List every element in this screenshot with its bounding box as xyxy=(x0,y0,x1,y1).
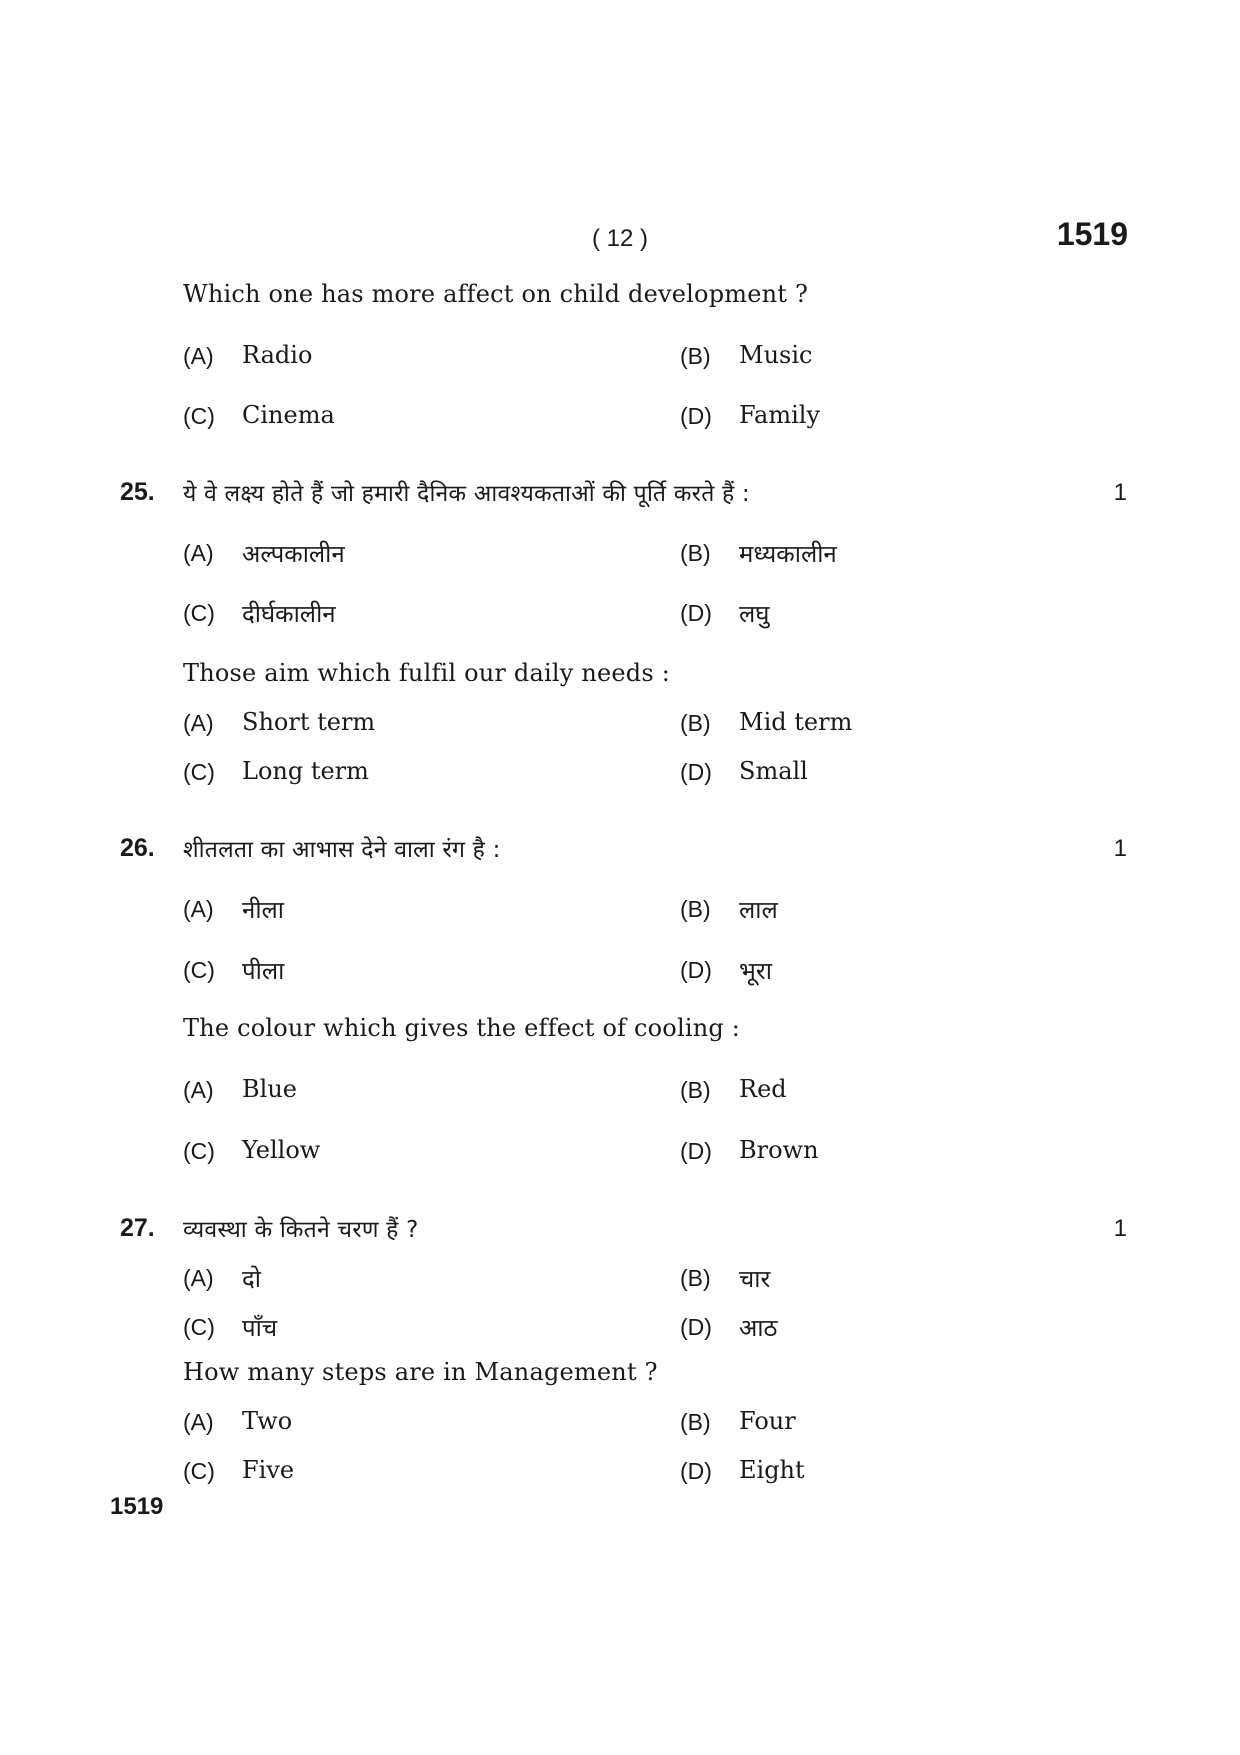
q26-english-option-b-text: Red xyxy=(739,1075,787,1103)
paper-code-header: 1519 xyxy=(1056,216,1128,252)
q27-english-option-b-letter: (B) xyxy=(680,1409,711,1435)
q27-number: 27. xyxy=(120,1214,155,1242)
q27-hindi-option-a-letter: (A) xyxy=(183,1265,214,1291)
q27-english-option-d-letter: (D) xyxy=(680,1458,712,1484)
q25-hindi-option-a-letter: (A) xyxy=(183,540,214,566)
q25-hindi-option-d-letter: (D) xyxy=(680,600,712,626)
q27-hindi-option-d-letter: (D) xyxy=(680,1314,712,1340)
q26-hindi-option-c-letter: (C) xyxy=(183,957,215,983)
q25-english-option-d-text: Small xyxy=(739,757,808,785)
q24-english-text: Which one has more affect on child development ? xyxy=(183,280,809,308)
q27-english-option-a-letter: (A) xyxy=(183,1409,214,1435)
q25-english-option-c-text: Long term xyxy=(242,757,369,785)
q27-hindi-option-b-text: चार xyxy=(739,1265,771,1293)
q25-hindi-text: ये वे लक्ष्य होते हैं जो हमारी दैनिक आवश्यकताओं की पूर्ति करते हैं : xyxy=(183,481,750,507)
q27-english-option-c-letter: (C) xyxy=(183,1458,215,1484)
q25-marks: 1 xyxy=(1113,479,1127,506)
q27-hindi-option-d-text: आठ xyxy=(739,1314,778,1342)
q26-english-option-a-letter: (A) xyxy=(183,1077,214,1103)
q25-hindi-option-d-text: लघु xyxy=(739,600,770,628)
q26-marks: 1 xyxy=(1113,835,1127,862)
q26-english-option-a-text: Blue xyxy=(242,1075,297,1103)
q27-hindi-option-b-letter: (B) xyxy=(680,1265,711,1291)
q27-english-option-d-text: Eight xyxy=(739,1456,805,1484)
q24-option-c-text: Cinema xyxy=(242,401,335,429)
q27-english-option-b-text: Four xyxy=(739,1407,796,1435)
q26-english-option-b-letter: (B) xyxy=(680,1077,711,1103)
q27-hindi-option-c-letter: (C) xyxy=(183,1314,215,1340)
q24-option-a-text: Radio xyxy=(242,341,313,369)
q25-hindi-option-b-text: मध्यकालीन xyxy=(739,540,837,568)
q24-option-b-text: Music xyxy=(739,341,813,369)
q25-hindi-option-c-text: दीर्घकालीन xyxy=(242,600,336,628)
q24-option-a-letter: (A) xyxy=(183,343,214,369)
q25-english-option-b-letter: (B) xyxy=(680,710,711,736)
q26-hindi-option-b-text: लाल xyxy=(739,896,778,924)
q27-hindi-option-a-text: दो xyxy=(242,1265,261,1293)
q25-english-option-a-text: Short term xyxy=(242,708,376,736)
q27-english-option-c-text: Five xyxy=(242,1456,295,1484)
q24-option-d-letter: (D) xyxy=(680,403,712,429)
q25-english-option-c-letter: (C) xyxy=(183,759,215,785)
q26-english-text: The colour which gives the effect of cooling : xyxy=(183,1014,741,1042)
q26-hindi-option-d-letter: (D) xyxy=(680,957,712,983)
q27-marks: 1 xyxy=(1113,1215,1127,1242)
q27-hindi-option-c-text: पाँच xyxy=(242,1314,278,1342)
q25-english-option-a-letter: (A) xyxy=(183,710,214,736)
q26-hindi-option-a-text: नीला xyxy=(242,896,285,924)
q27-english-option-a-text: Two xyxy=(242,1407,293,1435)
q25-english-text: Those aim which fulfil our daily needs : xyxy=(183,659,670,687)
q25-english-option-d-letter: (D) xyxy=(680,759,712,785)
q26-hindi-option-c-text: पीला xyxy=(242,957,285,985)
q26-english-option-d-text: Brown xyxy=(739,1136,819,1164)
paper-code-footer: 1519 xyxy=(110,1493,164,1520)
q26-hindi-text: शीतलता का आभास देने वाला रंग है : xyxy=(183,837,501,863)
q24-option-b-letter: (B) xyxy=(680,343,711,369)
q26-hindi-option-b-letter: (B) xyxy=(680,896,711,922)
q24-option-c-letter: (C) xyxy=(183,403,215,429)
q25-hindi-option-b-letter: (B) xyxy=(680,540,711,566)
q25-english-option-b-text: Mid term xyxy=(739,708,853,736)
q26-english-option-c-text: Yellow xyxy=(242,1136,321,1164)
q26-number: 26. xyxy=(120,834,155,862)
q25-hindi-option-a-text: अल्पकालीन xyxy=(242,540,345,568)
q25-hindi-option-c-letter: (C) xyxy=(183,600,215,626)
q27-english-text: How many steps are in Management ? xyxy=(183,1358,658,1386)
q26-english-option-d-letter: (D) xyxy=(680,1138,712,1164)
page-number: ( 12 ) xyxy=(591,225,648,252)
q25-number: 25. xyxy=(120,478,155,506)
q24-option-d-text: Family xyxy=(739,401,820,429)
q27-hindi-text: व्यवस्था के कितने चरण हैं ? xyxy=(183,1217,419,1243)
q26-english-option-c-letter: (C) xyxy=(183,1138,215,1164)
q26-hindi-option-a-letter: (A) xyxy=(183,896,214,922)
q26-hindi-option-d-text: भूरा xyxy=(739,957,772,985)
